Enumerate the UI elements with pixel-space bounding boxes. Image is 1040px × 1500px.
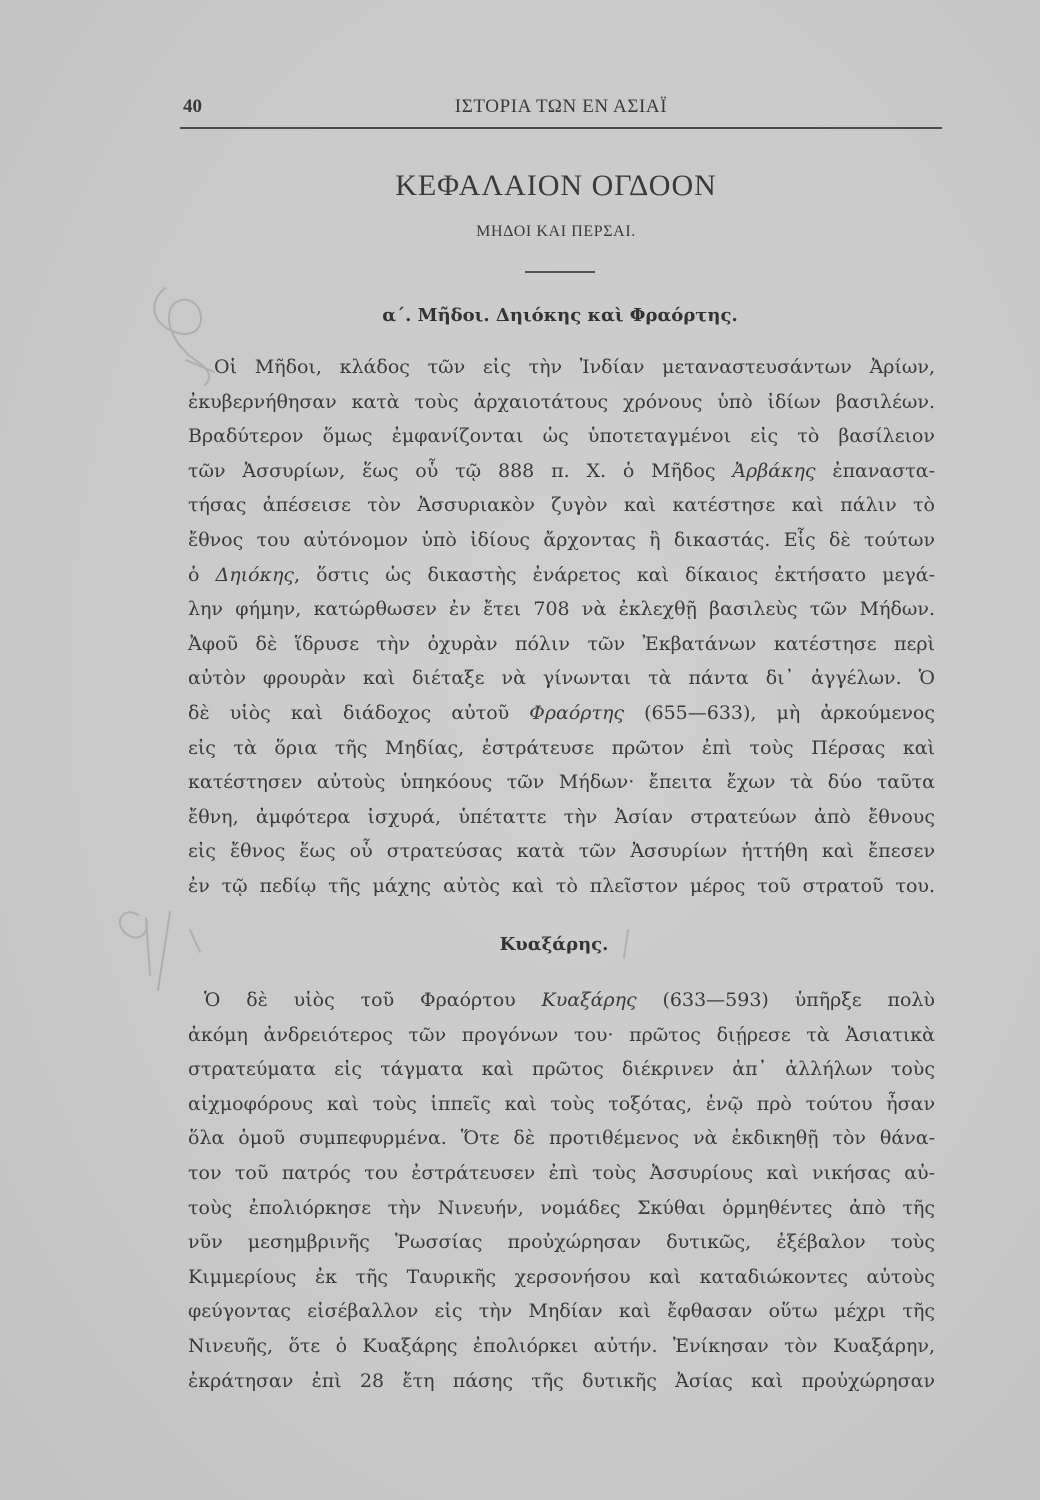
text-segment: ὅλα ὁμοῦ συμπεφυρμένα. Ὅτε δὲ προτιθέμενος νὰ ἐκδικηθῇ τὸν θάνα- [188,1127,935,1150]
section-heading: Κυαξάρης. [499,934,609,955]
text-segment: κατέστησεν αὐτοὺς ὑπηκόους τῶν Μήδων· ἔπειτα ἔχων τὰ δύο ταῦτα [188,771,935,794]
text-line [188,1364,935,1399]
text-line [188,731,935,766]
text-segment: , ὅστις ὡς δικαστὴς ἐνάρετος καὶ δίκαιος ἐκτήσατο μεγά- [294,563,935,586]
text-line [188,1329,935,1364]
text-segment: ἔθνη, ἀμφότερα ἰσχυρά, ὑπέταττε τὴν Ἀσίαν στρατεύων ἀπὸ ἔθνους [188,805,935,828]
text-segment: (633—593) ὑπῆρξε πολὺ [636,989,935,1011]
text-segment: ἔθνος του αὐτόνομον ὑπὸ ἰδίους ἄρχοντας ἢ δικαστάς. Εἷς δὲ τούτων [188,528,935,551]
text-line [188,1156,935,1191]
text-segment: τῶν Ἀσσυρίων, ἕως οὗ τῷ 888 π. Χ. ὁ Μῆδος [188,459,733,482]
emphasized-name: Δηιόκης [215,563,295,586]
text-segment: ὁ [188,563,216,586]
text-line [188,869,935,904]
text-line [188,1121,935,1156]
text-line [188,1225,935,1260]
text-line [188,385,935,420]
chapter-title: ΚΕΦΑΛΑΙΟΝ ΟΓΔΟΟΝ [395,169,717,202]
text-segment: ἐκράτησαν ἐπὶ 28 ἔτη πάσης τῆς δυτικῆς Ἀσίας καὶ προὐχώρησαν [188,1369,935,1392]
emphasized-name: Ἀρβάκης [732,459,816,482]
text-segment: Ἀφοῦ δὲ ἵδρυσε τὴν ὀχυρὰν πόλιν τῶν Ἐκβατάνων κατέστησε περὶ [188,632,935,655]
text-segment: στρατεύματα εἰς τάγματα καὶ πρῶτος διέκρινεν ἀπ᾿ ἀλλήλων τοὺς [188,1058,935,1081]
text-segment: τήσας ἀπέσεισε τὸν Ἀσσυριακὸν ζυγὸν καὶ κατέστησε καὶ πάλιν τὸ [188,494,935,517]
text-segment: ἀκόμη ἀνδρειότερος τῶν προγόνων του· πρῶτος διῄρεσε τὰ Ἀσιατικὰ [188,1023,935,1046]
page-number: 40 [183,96,202,117]
text-segment: Βραδύτερον ὅμως ἐμφανίζονται ὡς ὑποτεταγμένοι εἰς τὸ βασίλειον [188,425,935,448]
paragraph [188,983,935,1398]
text-line [188,523,935,558]
text-segment: Οἱ Μῆδοι, κλάδος τῶν εἰς τὴν Ἰνδίαν μεταναστευσάντων Ἀρίων, [214,356,935,378]
text-segment: ἐκυβερνήθησαν κατὰ τοὺς ἀρχαιοτάτους χρόνους ὑπὸ ἰδίων βασιλέων. [188,390,935,413]
section-heading: α΄. Μῆδοι. Δηιόκης καὶ Φραόρτης. [382,305,738,326]
text-line [188,419,935,454]
text-line [188,454,935,489]
text-line [188,350,935,385]
text-line [188,558,935,593]
text-segment: Ὁ δὲ υἱὸς τοῦ Φραόρτου [204,989,542,1011]
text-segment: λην φήμην, κατώρθωσεν ἐν ἔτει 708 νὰ ἐκλεχθῇ βασιλεὺς τῶν Μήδων. [188,598,935,621]
header-rule [180,127,942,129]
text-line [188,983,935,1018]
text-segment: Κιμμερίους ἐκ τῆς Ταυρικῆς χερσονήσου καὶ καταδιώκοντες αὐτοὺς [188,1265,935,1288]
text-segment: αἰχμοφόρους καὶ τοὺς ἱππεῖς καὶ τοὺς τοξότας, ἐνῷ πρὸ τούτου ἦσαν [188,1092,935,1115]
emphasized-name: Κυαξάρης [541,989,637,1011]
running-header [180,92,942,122]
text-line [188,1087,935,1122]
running-title: ΙΣΤΟΡΙΑ ΤΩΝ ΕΝ ΑΣΙΑΪ [454,96,668,117]
text-segment: αὐτὸν φρουρὰν καὶ διέταξε νὰ γίνωνται τὰ πάντα δι᾿ ἀγγέλων. Ὁ [188,667,935,690]
text-segment: τον τοῦ πατρός του ἐστράτευσεν ἐπὶ τοὺς Ἀσσυρίους καὶ νικήσας αὐ- [188,1161,935,1184]
text-line [188,1294,935,1329]
text-line [188,696,935,731]
text-segment: Νινευῆς, ὅτε ὁ Κυαξάρης ἐπολιόρκει αὐτήν. Ἐνίκησαν τὸν Κυαξάρην, [188,1334,935,1357]
text-segment: εἰς ἔθνος ἕως οὗ στρατεύσας κατὰ τῶν Ἀσσυρίων ἡττήθη καὶ ἔπεσεν [188,840,935,863]
text-segment: (655—633), μὴ ἀρκούμενος [624,701,935,724]
chapter-subtitle: ΜΗΔΟΙ ΚΑΙ ΠΕΡΣΑΙ. [476,223,636,240]
text-line [188,1260,935,1295]
text-line [188,834,935,869]
text-segment: δὲ υἱὸς καὶ διάδοχος αὐτοῦ [188,701,530,724]
text-segment: τοὺς ἐπολιόρκησε τὴν Νινευήν, νομάδες Σκύθαι ὁρμηθέντες ἀπὸ τῆς [188,1196,935,1219]
text-segment: ἐν τῷ πεδίῳ τῆς μάχης αὐτὸς καὶ τὸ πλεῖστον μέρος τοῦ στρατοῦ του. [188,874,935,897]
text-line [188,592,935,627]
text-line [188,1018,935,1053]
text-line [188,765,935,800]
text-segment: ἐπαναστα- [815,459,935,482]
text-segment: νῦν μεσημβρινῆς Ῥωσσίας προὐχώρησαν δυτικῶς, ἐξέβαλον τοὺς [188,1231,935,1254]
text-line [188,627,935,662]
text-line [188,1052,935,1087]
text-line [188,800,935,835]
title-divider [525,271,595,273]
paragraph [188,350,935,904]
text-line [188,1191,935,1226]
text-segment: εἰς τὰ ὅρια τῆς Μηδίας, ἐστράτευσε πρῶτον ἐπὶ τοὺς Πέρσας καὶ [188,736,935,759]
text-segment: φεύγοντας εἰσέβαλλον εἰς τὴν Μηδίαν καὶ ἔφθασαν οὕτω μέχρι τῆς [188,1300,935,1323]
emphasized-name: Φραόρτης [529,701,624,724]
text-line [188,488,935,523]
text-line [188,661,935,696]
